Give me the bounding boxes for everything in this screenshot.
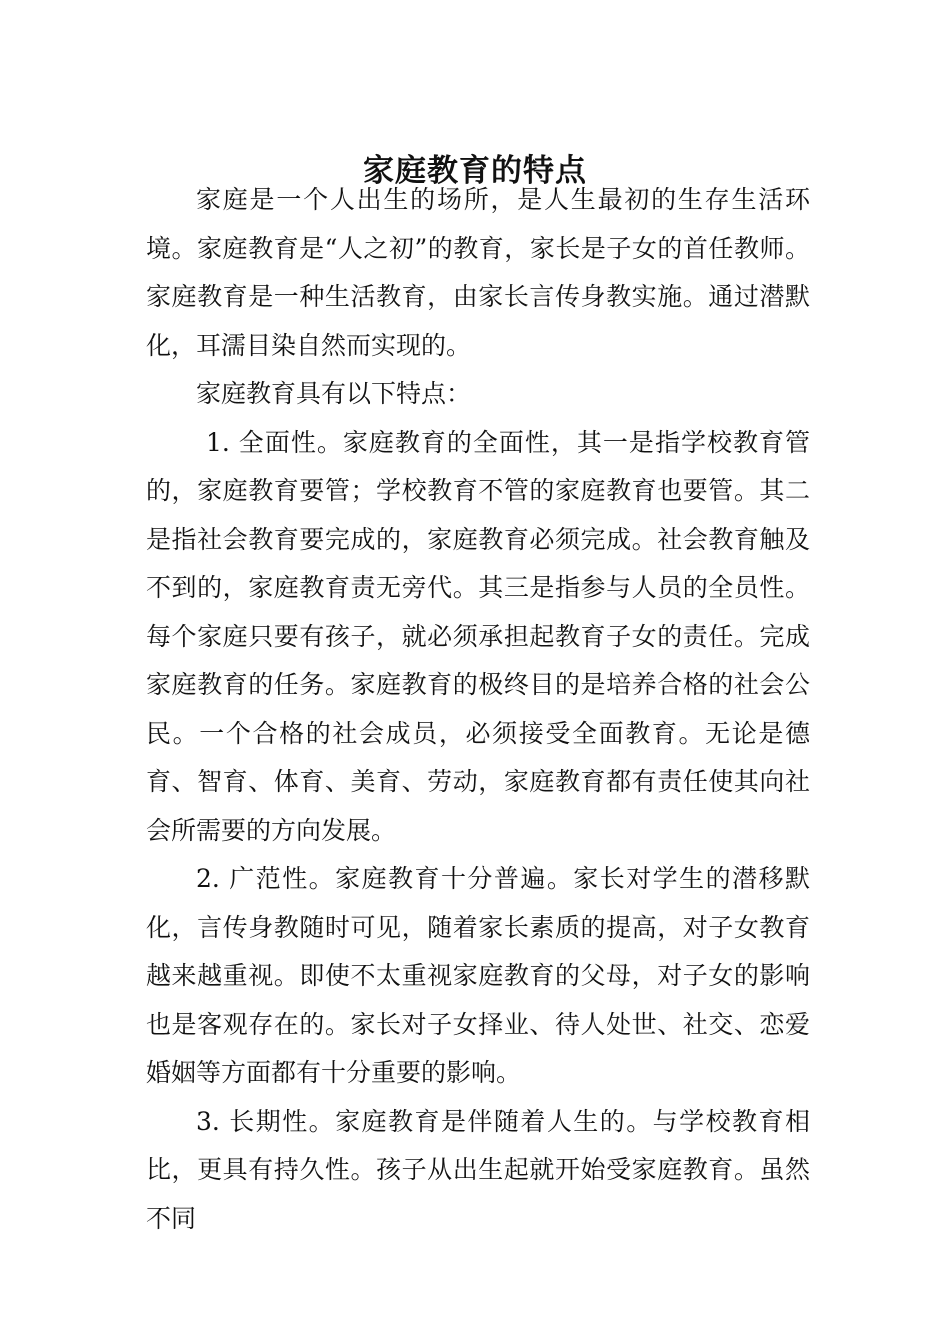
paragraph-feature-broad: 2. 广范性。家庭教育十分普遍。家长对学生的潜移默化，言传身教随时可见，随着家长素质的提高，对子女教育越来越重视。即使不太重视家庭教育的父母，对子女的影响也是客观存在的。家长对子女择业、待人处世、社交、恋爱婚姻等方面都有十分重要的影响。: [146, 864, 810, 1087]
paragraph-intro: 家庭是一个人出生的场所，是人生最初的生存生活环境。家庭教育是“人之初”的教育，家长是子女的首任教师。家庭教育是一种生活教育，由家长言传身教实施。通过潜默化，耳濡目染自然而实现的。: [146, 185, 810, 360]
document-title: 家庭教育的特点: [363, 152, 587, 189]
paragraph-feature-comprehensive: 1. 全面性。家庭教育的全面性，其一是指学校教育管的，家庭教育要管；学校教育不管的家庭教育也要管。其二是指社会教育要完成的，家庭教育必须完成。社会教育触及不到的，家庭教育责无旁代。其三是指参与人员的全员性。每个家庭只要有孩子，就必须承担起教育子女的责任。完成家庭教育的任务。家庭教育的极终目的是培养合格的社会公民。一个合格的社会成员，必须接受全面教育。无论是德育、智育、体育、美育、劳动，家庭教育都有责任使其向社会所需要的方向发展。: [146, 427, 810, 845]
paragraph-features-lead: 家庭教育具有以下特点：: [196, 379, 472, 408]
paragraph-feature-long-term: 3. 长期性。家庭教育是伴随着人生的。与学校教育相比，更具有持久性。孩子从出生起就开始受家庭教育。虽然不同: [146, 1106, 810, 1233]
document-body: [146, 176, 810, 1243]
